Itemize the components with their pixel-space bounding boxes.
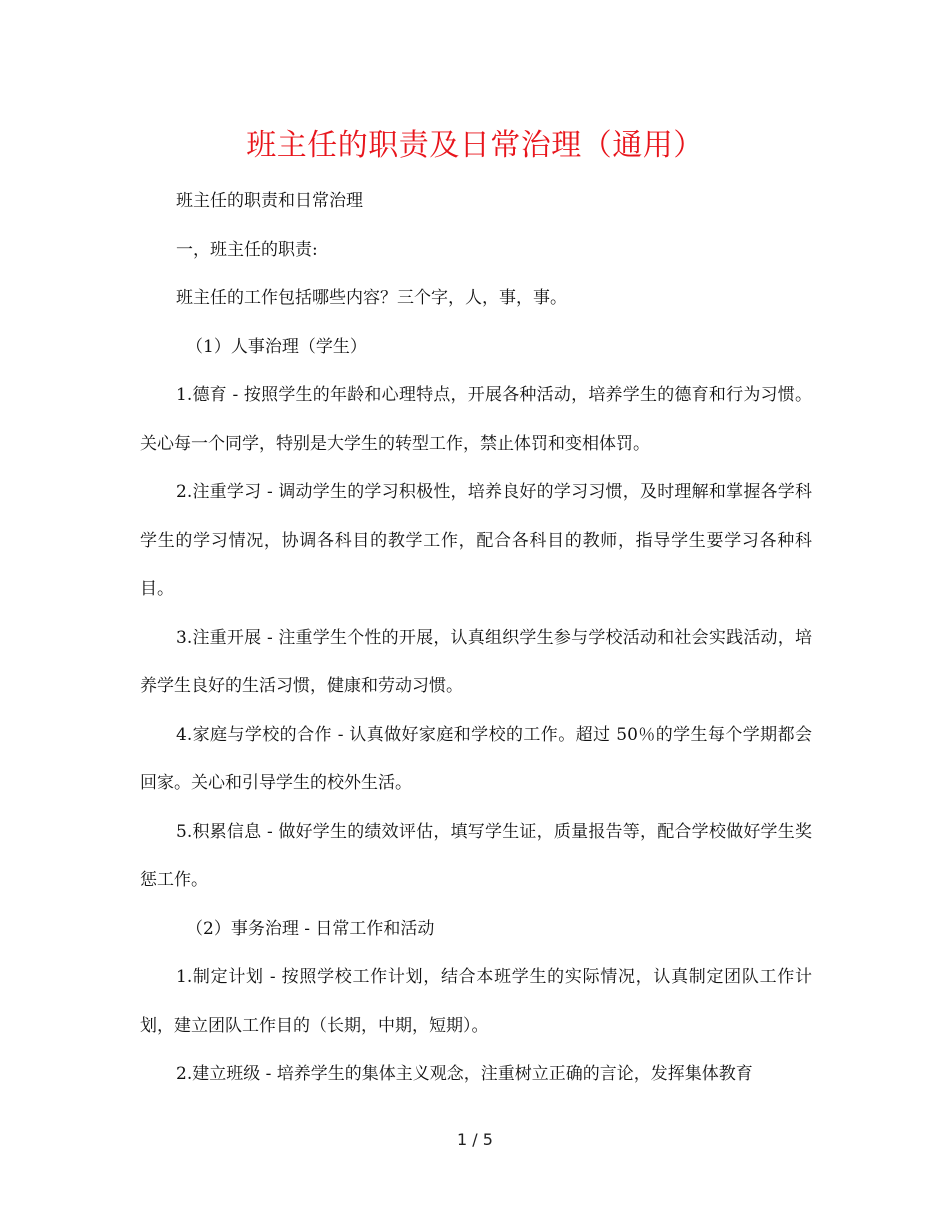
paragraph: 2.注重学习 - 调动学生的学习积极性，培养良好的学习习惯，及时理解和掌握各学科学生的学习情况，协调各科目的教学工作，配合各科目的教师，指导学生要学习各种科目。: [140, 482, 812, 599]
document-title: 班主任的职责及日常治理（通用）: [246, 128, 704, 163]
section-heading: （1）人事治理（学生）: [186, 336, 367, 357]
page-number: 1 / 5: [457, 1130, 493, 1149]
paragraph: 班主任的职责和日常治理: [176, 191, 363, 211]
paragraph: 4.家庭与学校的合作 - 认真做好家庭和学校的工作。超过 50％的学生每个学期都会回家。关心和引导学生的校外生活。: [140, 724, 812, 793]
paragraph: 3.注重开展 - 注重学生个性的开展，认真组织学生参与学校活动和社会实践活动，培养学生良好的生活习惯，健康和劳动习惯。: [140, 627, 812, 696]
section-heading: （2）事务治理 - 日常工作和活动: [186, 918, 435, 939]
paragraph: 5.积累信息 - 做好学生的绩效评估，填写学生证，质量报告等，配合学校做好学生奖惩工作。: [140, 821, 812, 890]
document-body: [140, 177, 812, 1099]
paragraph: 2.建立班级 - 培养学生的集体主义观念，注重树立正确的言论，发挥集体教育: [176, 1064, 753, 1084]
paragraph: 1.制定计划 - 按照学校工作计划，结合本班学生的实际情况，认真制定团队工作计划，建立团队工作目的（长期，中期，短期）。: [140, 967, 812, 1036]
paragraph: 一，班主任的职责:: [176, 239, 318, 260]
paragraph: 1.德育 - 按照学生的年龄和心理特点，开展各种活动，培养学生的德育和行为习惯。关心每一个同学，特别是大学生的转型工作，禁止体罚和变相体罚。: [140, 385, 812, 454]
paragraph: 班主任的工作包括哪些内容？三个字，人，事，事。: [176, 288, 567, 308]
